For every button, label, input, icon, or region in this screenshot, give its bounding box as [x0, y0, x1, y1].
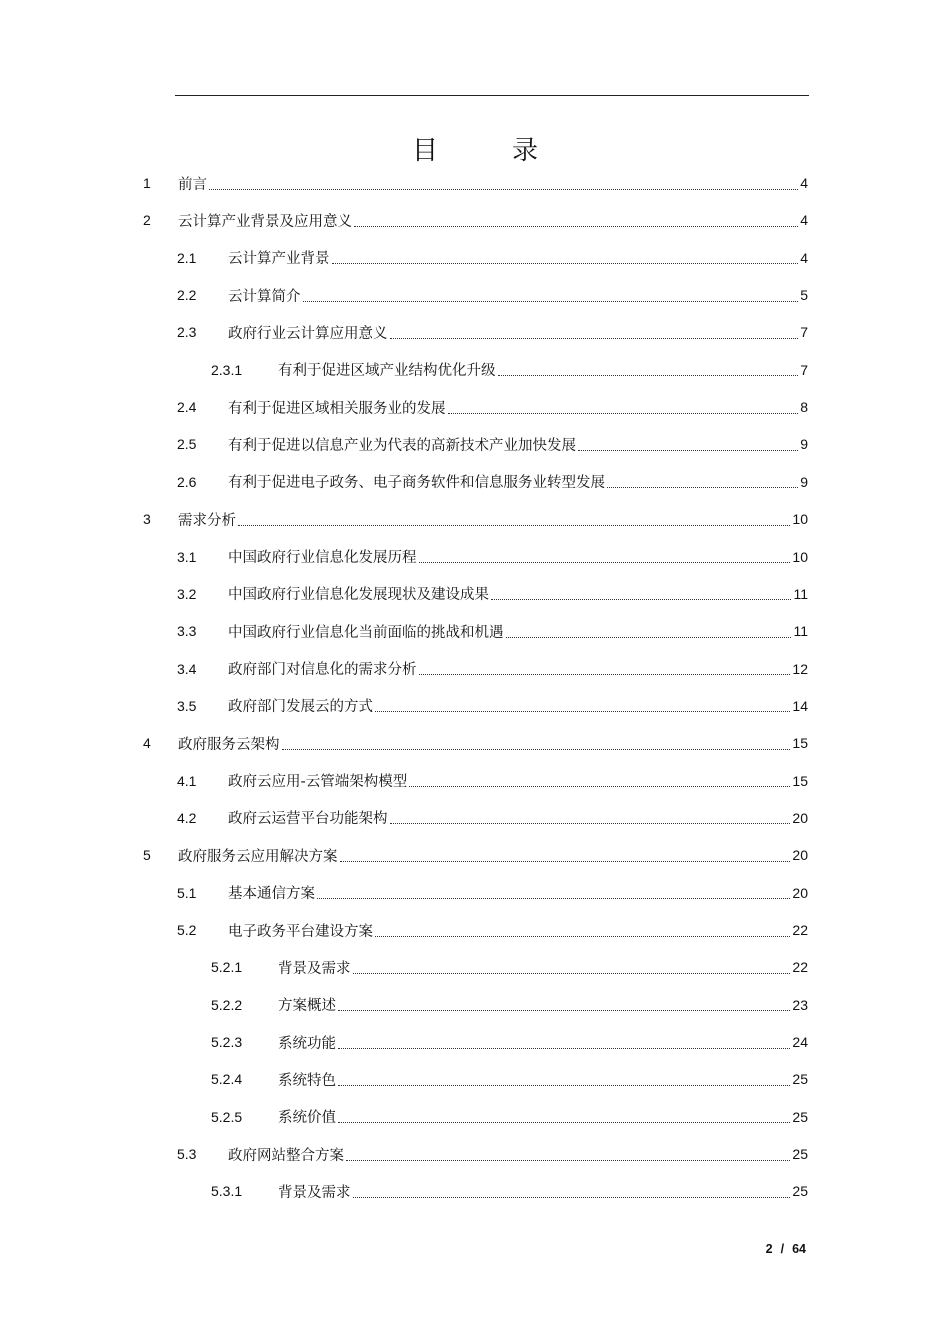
toc-entry-number: 5.1 — [177, 884, 197, 901]
toc-entry-title: 政府网站整合方案 — [228, 1147, 344, 1164]
toc-entry-number: 1 — [143, 175, 151, 191]
toc-entry-title: 中国政府行业信息化发展历程 — [228, 550, 417, 566]
toc-entry-title: 云计算简介 — [228, 288, 301, 305]
toc-entry[interactable] — [0, 1136, 950, 1172]
toc-dot-leader — [317, 898, 790, 899]
toc-entry[interactable] — [0, 725, 950, 761]
toc-entry-number: 5.2.1 — [211, 959, 243, 976]
toc-entry[interactable] — [0, 389, 950, 425]
toc-entry-title: 中国政府行业信息化当前面临的挑战和机遇 — [228, 624, 504, 641]
toc-entry-title: 背景及需求 — [278, 1184, 351, 1201]
toc-entry[interactable] — [0, 464, 950, 500]
toc-entry-line — [178, 202, 808, 238]
toc-entry[interactable] — [0, 539, 950, 575]
toc-entry-page: 24 — [792, 1034, 808, 1051]
toc-dot-leader — [491, 599, 791, 600]
toc-entry[interactable] — [0, 501, 950, 537]
toc-entry-number: 2.5 — [177, 436, 197, 453]
toc-entry[interactable] — [0, 763, 950, 799]
toc-entry-line — [178, 837, 808, 873]
toc-entry-page: 9 — [800, 436, 808, 453]
toc-entry[interactable] — [0, 688, 950, 724]
toc-dot-leader — [419, 562, 791, 563]
header-rule — [175, 95, 809, 96]
toc-entry-title: 电子政务平台建设方案 — [228, 923, 373, 940]
toc-entry-number: 4.1 — [177, 772, 197, 789]
toc-entry-number: 5.2.4 — [211, 1071, 243, 1088]
toc-entry-number: 3.4 — [177, 660, 197, 677]
current-page-number: 2 — [765, 1242, 773, 1256]
toc-entry-number: 5.2.3 — [211, 1034, 243, 1051]
toc-entry[interactable] — [0, 202, 950, 238]
toc-entry-page: 15 — [792, 735, 808, 752]
toc-dot-leader — [353, 1197, 791, 1198]
toc-dot-leader — [354, 226, 798, 227]
total-pages: 64 — [792, 1242, 806, 1256]
toc-entry[interactable] — [0, 426, 950, 462]
toc-entry-page: 12 — [792, 660, 808, 677]
toc-dot-leader — [419, 674, 791, 675]
toc-entry-line — [278, 949, 808, 985]
toc-entry-line — [228, 426, 808, 462]
toc-entry[interactable] — [0, 800, 950, 836]
toc-entry-line — [228, 651, 808, 687]
toc-entry-number: 3.2 — [177, 585, 197, 602]
toc-entry-title: 方案概述 — [278, 998, 336, 1015]
toc-entry-number: 4 — [143, 735, 151, 752]
toc-entry[interactable] — [0, 352, 950, 388]
toc-entry-line — [178, 725, 808, 761]
toc-dot-leader — [303, 301, 799, 302]
toc-entry-number: 2.2 — [177, 287, 197, 304]
toc-entry-line — [228, 1136, 808, 1172]
toc-entry-title: 有利于促进区域相关服务业的发展 — [228, 400, 446, 417]
toc-entry[interactable] — [0, 837, 950, 873]
toc-entry-line — [228, 389, 808, 425]
toc-entry-title: 政府服务云应用解决方案 — [178, 848, 338, 865]
toc-entry-title: 政府云应用-云管端架构模型 — [228, 774, 408, 791]
toc-entry[interactable] — [0, 651, 950, 687]
toc-dot-leader — [346, 1160, 790, 1161]
toc-entry-line — [228, 576, 808, 612]
toc-entry-number: 4.2 — [177, 809, 197, 826]
toc-entry-line — [228, 539, 808, 575]
toc-dot-leader — [448, 413, 799, 414]
toc-title: 目 录 — [411, 136, 562, 167]
toc-entry-title: 政府行业云计算应用意义 — [228, 325, 388, 342]
toc-entry-title: 需求分析 — [178, 512, 236, 529]
toc-entry-number: 5 — [143, 847, 151, 864]
toc-entry-page: 4 — [800, 175, 808, 191]
toc-entry-line — [228, 613, 808, 649]
toc-entry[interactable] — [0, 875, 950, 911]
toc-entry-number: 5.2.5 — [211, 1108, 243, 1125]
toc-entry-page: 4 — [800, 212, 808, 229]
toc-entry-title: 政府部门对信息化的需求分析 — [228, 662, 417, 679]
toc-dot-leader — [375, 936, 790, 937]
toc-dot-leader — [390, 823, 791, 824]
toc-dot-leader — [353, 973, 791, 974]
toc-entry-line — [278, 1061, 808, 1097]
toc-dot-leader — [340, 861, 791, 862]
toc-dot-leader — [498, 375, 799, 376]
toc-entry-line — [228, 277, 808, 313]
toc-entry-title: 有利于促进电子政务、电子商务软件和信息服务业转型发展 — [228, 475, 605, 492]
toc-dot-leader — [409, 786, 790, 787]
toc-dot-leader — [375, 711, 790, 712]
toc-entry[interactable] — [0, 1173, 950, 1209]
toc-entry-page: 25 — [792, 1108, 808, 1125]
toc-entry-number: 3.1 — [177, 548, 197, 565]
toc-entry-line — [278, 1173, 808, 1209]
toc-entry-line — [228, 464, 808, 500]
toc-entry[interactable] — [0, 1024, 950, 1060]
toc-entry-title: 有利于促进区域产业结构优化升级 — [278, 363, 496, 380]
toc-entry-number: 2.3.1 — [211, 361, 243, 378]
toc-entry-title: 政府服务云架构 — [178, 736, 280, 753]
toc-entry-title: 系统价值 — [278, 1110, 336, 1127]
toc-entry-page: 5 — [800, 287, 808, 304]
toc-entry-page: 20 — [792, 884, 808, 901]
toc-entry-page: 11 — [793, 623, 808, 640]
toc-entry-title: 云计算产业背景 — [228, 251, 330, 268]
toc-dot-leader — [338, 1010, 790, 1011]
toc-entry-page: 10 — [792, 548, 808, 565]
toc-entry-line — [228, 314, 808, 350]
toc-entry-page: 7 — [800, 361, 808, 378]
toc-entry-number: 5.2 — [177, 922, 197, 938]
toc-dot-leader — [607, 487, 798, 488]
toc-entry-page: 22 — [792, 922, 808, 938]
toc-entry-number: 2 — [143, 212, 151, 229]
toc-entry-title: 前言 — [178, 176, 207, 193]
toc-entry-number: 5.3 — [177, 1146, 197, 1163]
toc-entry-title: 系统特色 — [278, 1072, 336, 1089]
toc-entry-title: 云计算产业背景及应用意义 — [178, 213, 352, 230]
toc-dot-leader — [390, 338, 799, 339]
toc-entry-page: 22 — [792, 959, 808, 976]
toc-entry-line — [178, 165, 808, 201]
toc-entry-title: 有利于促进以信息产业为代表的高新技术产业加快发展 — [228, 437, 576, 454]
toc-entry-page: 20 — [792, 809, 808, 826]
toc-entry-line — [278, 1099, 808, 1135]
toc-entry-line — [278, 352, 808, 388]
toc-entry-page: 4 — [800, 249, 808, 266]
toc-entry-number: 5.2.2 — [211, 996, 243, 1013]
toc-entry[interactable] — [0, 613, 950, 649]
page-footer — [766, 1240, 806, 1258]
toc-entry-line — [228, 240, 808, 276]
toc-entry-page: 20 — [792, 847, 808, 864]
toc-dot-leader — [338, 1122, 790, 1123]
toc-entry[interactable] — [0, 1099, 950, 1135]
toc-dot-leader — [506, 637, 792, 638]
toc-entry-title: 基本通信方案 — [228, 886, 315, 903]
toc-entry-page: 9 — [800, 473, 808, 490]
toc-entry[interactable] — [0, 277, 950, 313]
toc-entry[interactable] — [0, 314, 950, 350]
toc-entry-title: 政府部门发展云的方式 — [228, 699, 373, 716]
toc-entry[interactable] — [0, 949, 950, 985]
toc-entry-number: 2.3 — [177, 324, 197, 341]
toc-entry-number: 3.5 — [177, 697, 197, 714]
toc-entry-title: 背景及需求 — [278, 960, 351, 977]
toc-dot-leader — [332, 263, 799, 264]
toc-dot-leader — [209, 189, 798, 190]
toc-entry[interactable] — [0, 165, 950, 201]
toc-entry-number: 5.3.1 — [211, 1183, 243, 1200]
toc-entry-number: 2.4 — [177, 399, 197, 416]
toc-entry-page: 14 — [792, 697, 808, 714]
toc-entry[interactable] — [0, 912, 950, 948]
toc-entry-line — [228, 800, 808, 836]
toc-entry-number: 2.6 — [177, 473, 197, 490]
toc-entry-line — [228, 763, 808, 799]
toc-entry-page: 11 — [793, 585, 808, 602]
toc-entry-title: 系统功能 — [278, 1035, 336, 1052]
toc-entry-page: 7 — [800, 324, 808, 341]
toc-entry-page: 25 — [792, 1183, 808, 1200]
toc-entry[interactable] — [0, 240, 950, 276]
toc-entry-number: 3.3 — [177, 623, 197, 640]
toc-entry-page: 15 — [792, 772, 808, 789]
toc-entry-number: 3 — [143, 511, 151, 528]
toc-dot-leader — [338, 1048, 790, 1049]
toc-entry-page: 8 — [800, 399, 808, 416]
toc-entry-line — [228, 912, 808, 948]
toc-entry-number: 2.1 — [177, 249, 197, 266]
toc-dot-leader — [282, 749, 791, 750]
toc-entry-page: 23 — [792, 996, 808, 1013]
toc-entry[interactable] — [0, 576, 950, 612]
toc-entry-line — [178, 501, 808, 537]
toc-entry-line — [228, 688, 808, 724]
toc-entry-page: 25 — [792, 1146, 808, 1163]
toc-entry[interactable] — [0, 987, 950, 1023]
toc-entry-line — [228, 875, 808, 911]
toc-entry-page: 10 — [792, 511, 808, 528]
toc-entry-line — [278, 987, 808, 1023]
page-separator: / — [780, 1242, 785, 1256]
toc-entry-line — [278, 1024, 808, 1060]
toc-dot-leader — [578, 450, 798, 451]
toc-entry-page: 25 — [792, 1071, 808, 1088]
toc-entry-title: 政府云运营平台功能架构 — [228, 811, 388, 828]
toc-dot-leader — [338, 1085, 790, 1086]
toc-entry[interactable] — [0, 1061, 950, 1097]
toc-entry-title: 中国政府行业信息化发展现状及建设成果 — [228, 587, 489, 604]
toc-dot-leader — [238, 525, 790, 526]
